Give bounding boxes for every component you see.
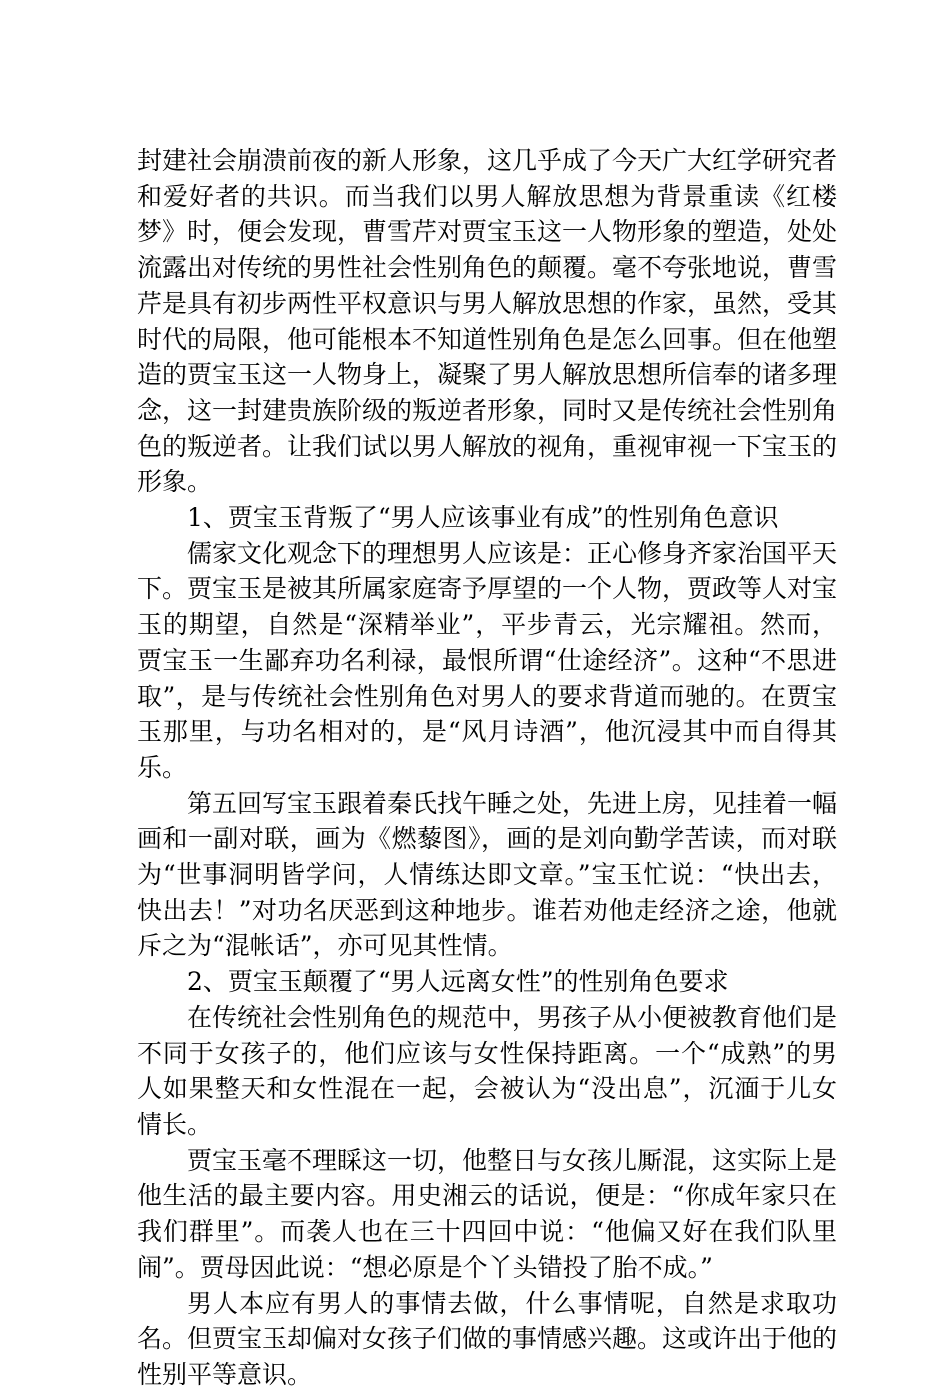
paragraph-mens-affairs: 男人本应有男人的事情去做，什么事情呢，自然是求取功名。但贾宝玉却偏对女孩子们做的事情感兴趣。这或许出于他的性别平等意识。 [137, 1288, 838, 1389]
section-heading-2: 2、贾宝玉颠覆了“男人远离女性”的性别角色要求 [187, 967, 729, 997]
section-heading-1: 1、贾宝玉背叛了“男人应该事业有成”的性别角色意识 [187, 503, 779, 533]
paragraph-gender-norms: 在传统社会性别角色的规范中，男孩子从小便被教育他们是不同于女孩子的，他们应该与女性保持距离。一个“成熟”的男人如果整天和女性混在一起，会被认为“没出息”，沉湎于儿女情长。 [137, 1002, 838, 1139]
document-page [137, 143, 837, 1393]
paragraph-girls-company: 贾宝玉毫不理睬这一切，他整日与女孩儿厮混，这实际上是他生活的最主要内容。用史湘云的话说，便是：“你成年家只在我们群里”。而袭人也在三十四回中说：“他偏又好在我们队里闹”。贾母因此说：“想必原是个丫头错投了胎不成。” [137, 1145, 838, 1282]
paragraph-intro: 封建社会崩溃前夜的新人形象，这几乎成了今天广大红学研究者和爱好者的共识。而当我们以男人解放思想为背景重读《红楼梦》时，便会发现，曹雪芹对贾宝玉这一人物形象的塑造，处处流露出对传统的男性社会性别角色的颠覆。毫不夸张地说，曹雪芹是具有初步两性平权意识与男人解放思想的作家，虽然，受其时代的局限，他可能根本不知道性别角色是怎么回事。但在他塑造的贾宝玉这一人物身上，凝聚了男人解放思想所信奉的诸多理念，这一封建贵族阶级的叛逆者形象，同时又是传统社会性别角色的叛逆者。让我们试以男人解放的视角，重视审视一下宝玉的形象。 [137, 146, 838, 497]
paragraph-chapter-five: 第五回写宝玉跟着秦氏找午睡之处，先进上房，见挂着一幅画和一副对联，画为《燃藜图》，画的是刘向勤学苦读，而对联为“世事洞明皆学问，人情练达即文章。”宝玉忙说：“快出去，快出去！”对功名厌恶到这种地步。谁若劝他走经济之途，他就斥之为“混帐话”，亦可见其性情。 [137, 788, 838, 961]
paragraph-confucian-ideal: 儒家文化观念下的理想男人应该是：正心修身齐家治国平天下。贾宝玉是被其所属家庭寄予厚望的一个人物，贾政等人对宝玉的期望，自然是“深精举业”，平步青云，光宗耀祖。然而，贾宝玉一生鄙弃功名利禄，最恨所谓“仕途经济”。这种“不思进取”，是与传统社会性别角色对男人的要求背道而驰的。在贾宝玉那里，与功名相对的，是“风月诗酒”，他沉浸其中而自得其乐。 [137, 538, 838, 782]
